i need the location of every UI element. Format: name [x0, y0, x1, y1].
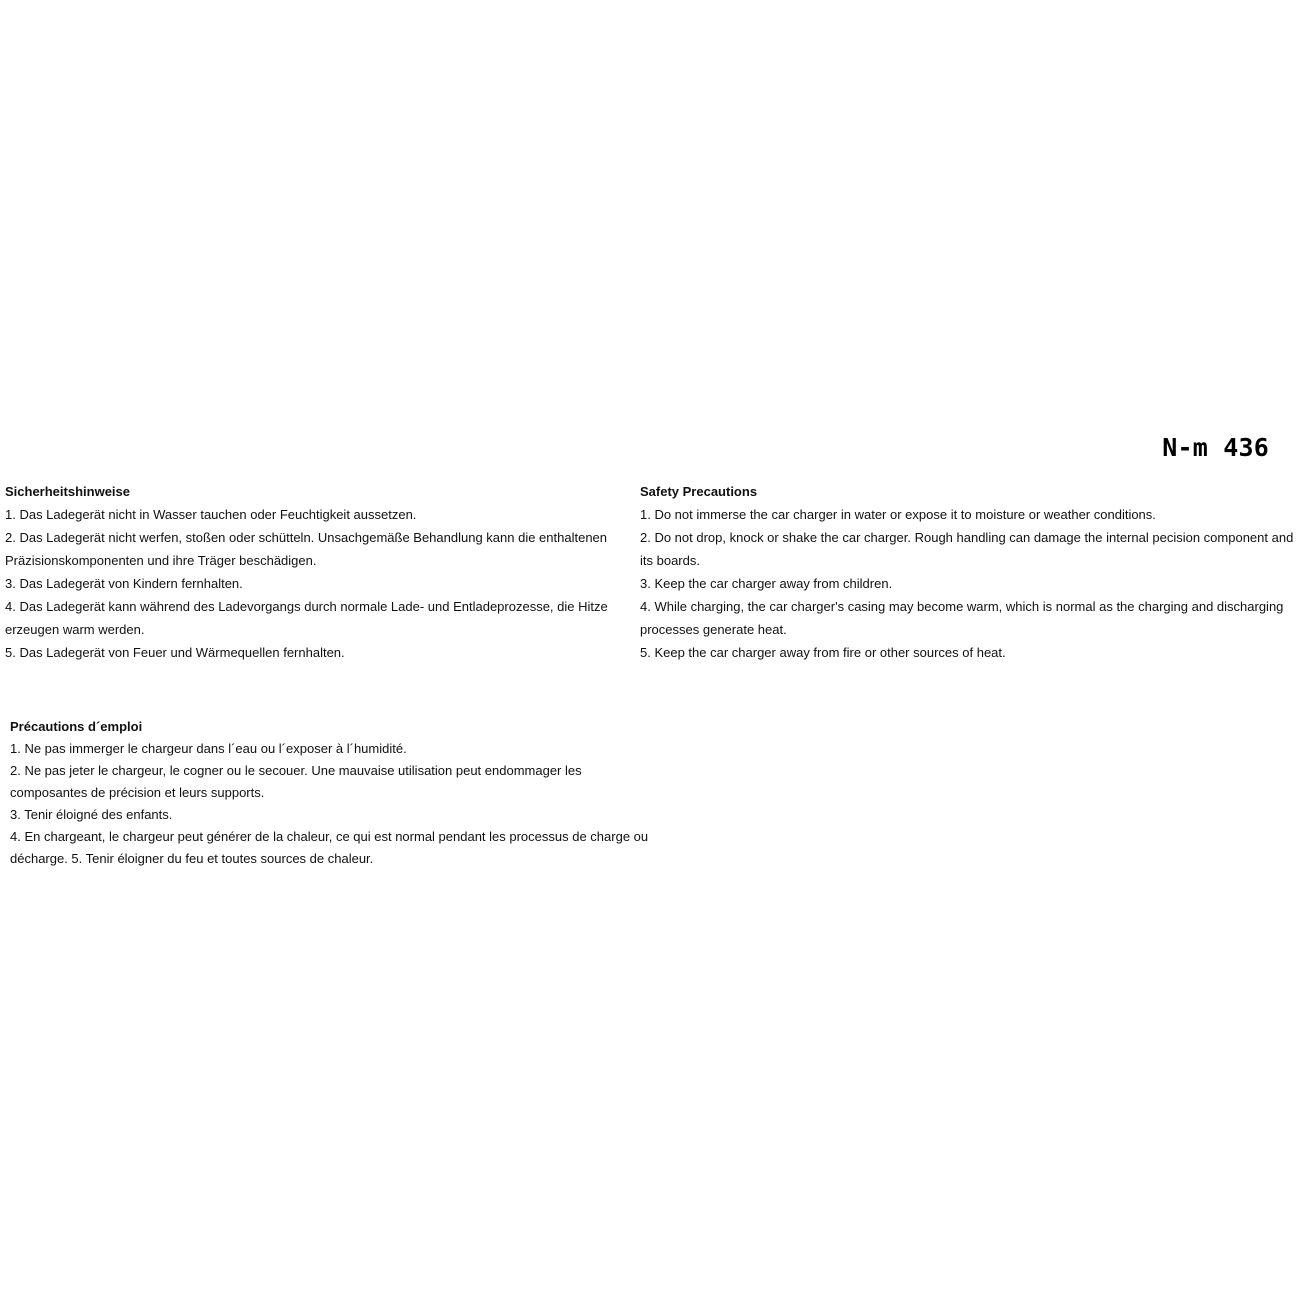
french-item-2: 2. Ne pas jeter le chargeur, le cogner ou le secouer. Une mauvaise utilisation peut endommager les composantes de précision et leurs supports.: [10, 763, 582, 800]
german-item-5: 5. Das Ladegerät von Feuer und Wärmequellen fernhalten.: [5, 645, 345, 660]
german-item-2: 2. Das Ladegerät nicht werfen, stoßen oder schütteln. Unsachgemäße Behandlung kann die enthaltenen Präzisionskomponenten und ihre Träger beschädigen.: [5, 530, 608, 568]
english-item-1: 1. Do not immerse the car charger in water or expose it to moisture or weather conditions.: [640, 507, 1156, 522]
product-code: N-m 436: [1162, 433, 1269, 462]
english-item-4: 4. While charging, the car charger's casing may become warm, which is normal as the charging and discharging processes generate heat.: [640, 599, 1284, 637]
french-item-1: 1. Ne pas immerger le chargeur dans l´eau ou l´exposer à l´humidité.: [10, 741, 407, 756]
french-safety-section: [10, 716, 650, 870]
german-item-1: 1. Das Ladegerät nicht in Wasser tauchen oder Feuchtigkeit aussetzen.: [5, 507, 417, 522]
english-item-3: 3. Keep the car charger away from children.: [640, 576, 893, 591]
french-item-3: 3. Tenir éloigné des enfants.: [10, 807, 173, 822]
german-safety-section: [5, 480, 630, 664]
german-item-4: 4. Das Ladegerät kann während des Ladevorgangs durch normale Lade- und Entladeprozesse, die Hitze erzeugen warm werden.: [5, 599, 608, 637]
english-safety-section: [640, 480, 1298, 664]
german-item-3: 3. Das Ladegerät von Kindern fernhalten.: [5, 576, 243, 591]
french-item-4: 4. En chargeant, le chargeur peut générer de la chaleur, ce qui est normal pendant les processus de charge ou décharge. 5. Tenir éloigner du feu et toutes sources de chaleur.: [10, 829, 649, 866]
english-section-title: Safety Precautions: [640, 484, 758, 499]
english-item-2: 2. Do not drop, knock or shake the car charger. Rough handling can damage the internal pecision component and its boards.: [640, 530, 1294, 568]
french-section-title: Précautions d´emploi: [10, 719, 143, 734]
german-section-title: Sicherheitshinweise: [5, 484, 130, 499]
english-item-5: 5. Keep the car charger away from fire or other sources of heat.: [640, 645, 1006, 660]
